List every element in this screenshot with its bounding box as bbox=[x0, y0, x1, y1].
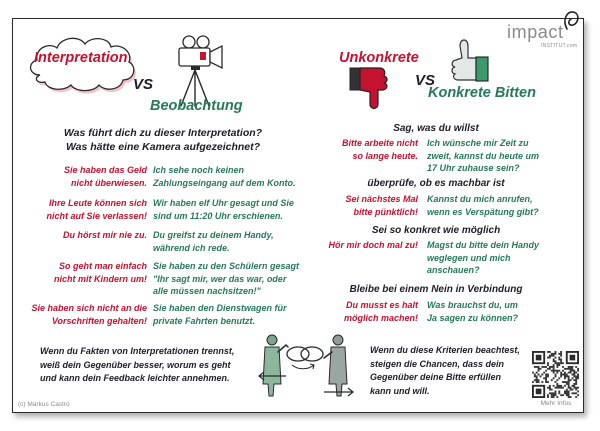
thumbs-up-cuff bbox=[476, 57, 488, 81]
vague-request-example: Bitte arbeite nicht so lange heute. bbox=[341, 138, 418, 161]
thumbs-down-hand bbox=[360, 68, 387, 109]
qr-finder-top-right bbox=[566, 351, 579, 364]
interpretation-example: Sie haben das Geld nicht überwiesen. bbox=[63, 165, 147, 188]
interpretation-title: Interpretation bbox=[34, 50, 128, 66]
interpretation-example: So geht man einfach nicht mit Kindern um! bbox=[54, 261, 147, 284]
requests-summary: Wenn du diese Kriterien beachtest, steigen die Chancen, dass dein Gegenüber deine Bitte erfüllen kann und will. bbox=[370, 345, 520, 396]
interpretation-example: Sie haben sich nicht an die Vorschriften gehalten! bbox=[31, 303, 147, 326]
camera-lens bbox=[210, 46, 222, 68]
tripod-head bbox=[191, 66, 200, 70]
request-tip-heading: Bleibe bei einem Nein in Verbindung bbox=[349, 284, 523, 295]
observation-example: Ich sehe noch keinen Zahlungseingang auf dem Konto. bbox=[153, 165, 296, 188]
concrete-request-example: Kannst du mich anrufen, wenn es Verspätung gibt? bbox=[427, 194, 539, 217]
thumbs-up-icon bbox=[446, 36, 492, 84]
left-person bbox=[263, 335, 288, 396]
more-info-label: Mehr Infos bbox=[540, 400, 572, 407]
people-exchange-icon bbox=[252, 332, 358, 400]
camera-reel-left bbox=[183, 36, 195, 48]
vague-request-example: Du musst es halt möglich machen! bbox=[343, 300, 418, 323]
qr-finder-top-left bbox=[532, 351, 545, 364]
vs-label-right: VS bbox=[415, 72, 436, 89]
qr-code-icon bbox=[532, 351, 579, 398]
left-person-head bbox=[267, 335, 277, 345]
vague-title: Unkonkrete bbox=[339, 50, 419, 66]
observation-title: Beobachtung bbox=[150, 98, 243, 114]
concrete-request-example: Ich wünsche mir Zeit zu zweit, kannst du heute um 17 Uhr zuhause sein? bbox=[427, 138, 540, 173]
right-person-body bbox=[329, 347, 347, 396]
concrete-title: Konkrete Bitten bbox=[428, 85, 536, 101]
camera-record-light bbox=[200, 52, 206, 60]
vs-label-left: VS bbox=[133, 76, 154, 93]
concrete-request-example: Was brauchst du, um Ja sagen zu können? bbox=[427, 300, 519, 323]
thumbs-down-icon bbox=[348, 64, 390, 112]
qr-finder-core bbox=[536, 389, 542, 395]
qr-finder-core bbox=[536, 355, 542, 361]
left-person-body bbox=[263, 347, 281, 396]
pen-curl-stroke bbox=[565, 12, 578, 29]
interpretation-example: Du hörst mir nie zu. bbox=[62, 230, 147, 240]
interpretation-heading: Was führt dich zu dieser Interpretation? Was hätte eine Kamera aufgezeichnet? bbox=[63, 127, 263, 153]
impact-logo: impact bbox=[507, 22, 564, 42]
request-tip-heading: überprüfe, ob es machbar ist bbox=[367, 178, 505, 189]
right-person-head bbox=[333, 335, 343, 345]
interpretation-summary: Wenn du Fakten von Interpretationen trennst, weiß dein Gegenüber besser, worum es geht und kann dein Feedback leichter annehmen. bbox=[40, 346, 235, 383]
qr-finder-bottom-left bbox=[532, 385, 545, 398]
request-tip-heading: Sag, was du willst bbox=[393, 123, 479, 134]
right-person bbox=[324, 335, 347, 396]
observation-example: Du greifst zu deinem Handy, während ich rede. bbox=[153, 230, 274, 253]
request-tip-heading: Sei so konkret wie möglich bbox=[371, 225, 501, 236]
thumbs-down-cuff bbox=[350, 68, 360, 90]
observation-example: Sie haben den Dienstwagen für private Fahrten benutzt. bbox=[153, 303, 287, 326]
qr-finder-core bbox=[570, 355, 576, 361]
idea-ring-left bbox=[287, 347, 309, 361]
exchange-arrow-curve bbox=[292, 364, 314, 369]
observation-example: Wir haben elf Uhr gesagt und Sie sind um 11:20 Uhr erschienen. bbox=[153, 198, 294, 221]
camera-reel-right bbox=[197, 36, 209, 48]
vague-request-example: Sei nächstes Mal bitte pünktlich! bbox=[345, 194, 418, 217]
vague-request-example: Hör mir doch mal zu! bbox=[328, 240, 418, 250]
impact-logo-tagline: INSTITUT.com bbox=[541, 43, 578, 49]
thumbs-up-hand bbox=[452, 40, 476, 80]
observation-example: Sie haben zu den Schülern gesagt "Ihr sagt mir, wer das war, oder alle müssen nachsitzen!" bbox=[153, 261, 300, 296]
interpretation-example: Ihre Leute können sich nicht auf Sie verlassen! bbox=[46, 198, 147, 221]
video-camera-icon bbox=[174, 34, 228, 108]
idea-ring-right bbox=[301, 347, 323, 361]
concrete-request-example: Magst du bitte dein Handy weglegen und mich anschauen? bbox=[427, 240, 540, 275]
copyright-credit: (c) Markus Castro bbox=[18, 401, 70, 408]
